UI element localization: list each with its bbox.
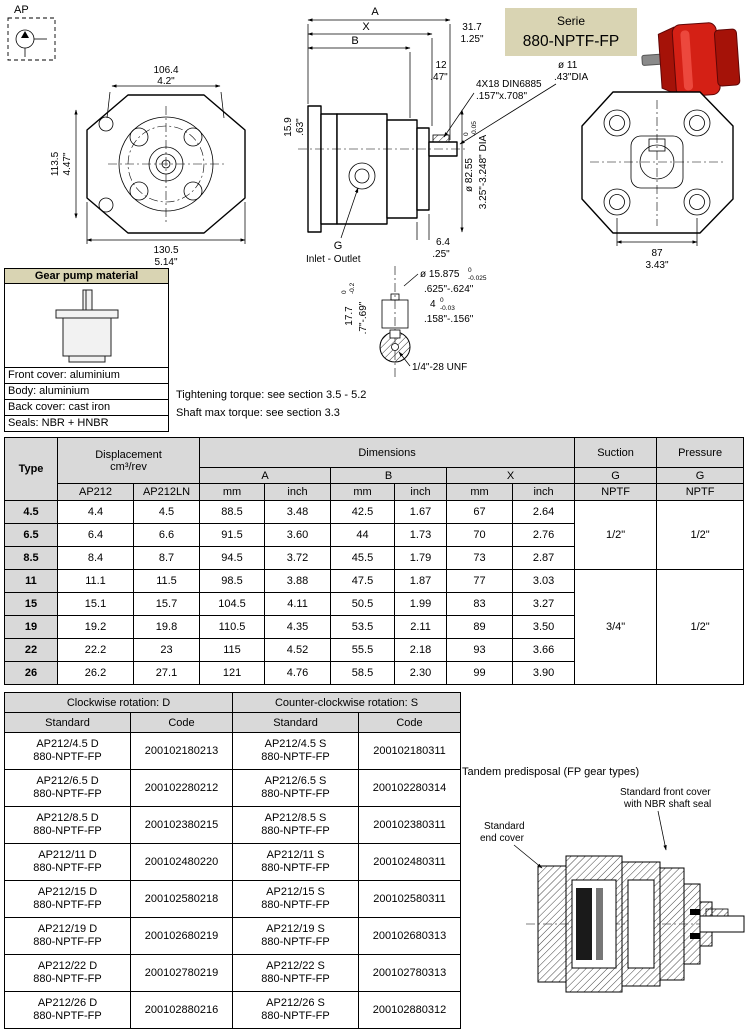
ccw-rotation-header: Counter-clockwise rotation: S bbox=[233, 693, 461, 713]
type-cell: 22 bbox=[5, 639, 58, 662]
model-line: AP212/4.5 D bbox=[36, 738, 99, 750]
series-line: 880-NPTF-FP bbox=[261, 973, 330, 985]
dim-cell: 19.8 bbox=[134, 616, 200, 639]
dim-cell: 3.60 bbox=[265, 524, 331, 547]
ccw-code-cell: 200102680313 bbox=[359, 918, 461, 955]
dim-cell: 73 bbox=[447, 547, 513, 570]
dim-cell: 27.1 bbox=[134, 662, 200, 685]
pilot-tol-hi: 0 bbox=[463, 132, 470, 136]
ccw-code-cell: 200102180311 bbox=[359, 733, 461, 770]
dim-cell: 1.73 bbox=[395, 524, 447, 547]
ccw-standard-cell bbox=[233, 733, 359, 770]
dim-cell: 89 bbox=[447, 616, 513, 639]
cw-standard-cell bbox=[5, 844, 131, 881]
dim-cell: 3.50 bbox=[513, 616, 575, 639]
product-photo bbox=[640, 21, 741, 100]
col-header-b: B bbox=[331, 468, 447, 484]
dim-cell: 91.5 bbox=[200, 524, 265, 547]
ccw-code-cell: 200102780313 bbox=[359, 955, 461, 992]
col-header-suction: Suction bbox=[575, 438, 657, 468]
ap-symbol-label: AP bbox=[14, 4, 29, 16]
dim-cell: 19.2 bbox=[58, 616, 134, 639]
model-line: AP212/19 D bbox=[37, 923, 98, 935]
cw-standard-cell bbox=[5, 807, 131, 844]
cw-code-cell: 200102680219 bbox=[131, 918, 233, 955]
pilot-tol-lo: -0.05 bbox=[471, 121, 478, 136]
table-row bbox=[5, 992, 461, 1029]
front-width-in: 4.2" bbox=[157, 76, 175, 87]
rear-width-mm: 87 bbox=[651, 248, 663, 259]
cw-code-cell: 200102580218 bbox=[131, 881, 233, 918]
shaft-detail-len-in: .7"-.69" bbox=[358, 301, 369, 335]
front-cover-label-line-2: with NBR shaft seal bbox=[624, 799, 712, 810]
series-line: 880-NPTF-FP bbox=[261, 862, 330, 874]
table-row bbox=[5, 807, 461, 844]
pressure-group-1: 1/2" bbox=[657, 501, 744, 570]
cw-code-cell: 200102780219 bbox=[131, 955, 233, 992]
dim-label-b: B bbox=[351, 35, 359, 47]
dim-cell: 83 bbox=[447, 593, 513, 616]
dim-cell: 77 bbox=[447, 570, 513, 593]
type-cell: 4.5 bbox=[5, 501, 58, 524]
table-row bbox=[5, 955, 461, 992]
col-header-x: X bbox=[447, 468, 575, 484]
dim-cell: 8.4 bbox=[58, 547, 134, 570]
key-spec-mm: 4X18 DIN6885 bbox=[476, 79, 542, 90]
table-row bbox=[5, 733, 461, 770]
rear-step-mm: 6.4 bbox=[436, 237, 450, 248]
dim-cell: 121 bbox=[200, 662, 265, 685]
dim-cell: 53.5 bbox=[331, 616, 395, 639]
front-cover-label-line-1: Standard front cover bbox=[620, 787, 711, 798]
port-offset-mm: 15.9 bbox=[283, 117, 294, 137]
model-line: AP212/11 D bbox=[38, 849, 97, 861]
header-row-3 bbox=[5, 484, 744, 501]
shaft-detail-key-in: .158"-.156" bbox=[424, 314, 474, 325]
displacement-line-2: cm³/rev bbox=[110, 460, 147, 473]
shaft-detail-key-mm: 4 bbox=[430, 299, 436, 310]
material-pump-sketch bbox=[6, 285, 167, 367]
end-cover-label-line-2: end cover bbox=[480, 833, 524, 844]
dim-cell: 1.79 bbox=[395, 547, 447, 570]
dim-cell: 3.03 bbox=[513, 570, 575, 593]
ccw-standard-cell bbox=[233, 881, 359, 918]
model-line: AP212/6.5 S bbox=[264, 775, 327, 787]
model-line: AP212/11 S bbox=[266, 849, 325, 861]
serie-value: 880-NPTF-FP bbox=[522, 33, 620, 50]
tandem-title: Tandem predisposal (FP gear types) bbox=[462, 766, 640, 778]
dim-cell: 4.4 bbox=[58, 501, 134, 524]
ccw-code-cell: 200102880312 bbox=[359, 992, 461, 1029]
front-height-in: 4.47" bbox=[62, 152, 73, 176]
dim-cell: 94.5 bbox=[200, 547, 265, 570]
front-width-mm: 106.4 bbox=[153, 65, 179, 76]
dim-cell: 47.5 bbox=[331, 570, 395, 593]
dim-cell: 6.6 bbox=[134, 524, 200, 547]
dim-cell: 11.5 bbox=[134, 570, 200, 593]
dim-label-a: A bbox=[371, 6, 379, 18]
shaft-detail-dia-in: .625"-.624" bbox=[424, 284, 474, 295]
series-line: 880-NPTF-FP bbox=[33, 825, 102, 837]
col-header-ap212: AP212 bbox=[58, 484, 134, 501]
col-header-a-mm: mm bbox=[200, 484, 265, 501]
material-row-back-cover: Back cover: cast iron bbox=[4, 400, 169, 416]
material-row-seals: Seals: NBR + HNBR bbox=[4, 416, 169, 432]
shaft-detail-key-tol-hi: 0 bbox=[440, 297, 444, 304]
series-line: 880-NPTF-FP bbox=[261, 751, 330, 763]
cw-code-header: Code bbox=[131, 713, 233, 733]
series-line: 880-NPTF-FP bbox=[33, 1010, 102, 1022]
cw-standard-cell bbox=[5, 955, 131, 992]
end-cover-label-line-1: Standard bbox=[484, 821, 525, 832]
dim-cell: 3.88 bbox=[265, 570, 331, 593]
ccw-code-cell: 200102580311 bbox=[359, 881, 461, 918]
material-panel-image bbox=[4, 284, 169, 368]
dim-cell: 98.5 bbox=[200, 570, 265, 593]
dim-cell: 6.4 bbox=[58, 524, 134, 547]
series-line: 880-NPTF-FP bbox=[261, 825, 330, 837]
dim-cell: 2.76 bbox=[513, 524, 575, 547]
shaft-detail-thread: 1/4"-28 UNF bbox=[412, 362, 468, 373]
key-length-mm: 12 bbox=[435, 60, 447, 71]
dim-cell: 55.5 bbox=[331, 639, 395, 662]
dim-cell: 3.27 bbox=[513, 593, 575, 616]
dim-cell: 67 bbox=[447, 501, 513, 524]
tandem-cross-section bbox=[526, 856, 745, 992]
cw-standard-header: Standard bbox=[5, 713, 131, 733]
series-line: 880-NPTF-FP bbox=[33, 973, 102, 985]
shaft-detail-len-tol-hi: 0 bbox=[341, 290, 348, 294]
ccw-standard-cell bbox=[233, 807, 359, 844]
col-header-displacement bbox=[58, 438, 200, 484]
order-codes-table bbox=[4, 692, 461, 1029]
dim-cell: 3.66 bbox=[513, 639, 575, 662]
dim-cell: 115 bbox=[200, 639, 265, 662]
dim-cell: 50.5 bbox=[331, 593, 395, 616]
port-letter: G bbox=[333, 240, 343, 252]
dim-cell: 2.64 bbox=[513, 501, 575, 524]
model-line: AP212/8.5 S bbox=[264, 812, 327, 824]
shaft-detail-len-tol-lo: -0.2 bbox=[349, 282, 356, 294]
shaft-dia-mm: ø 11 bbox=[558, 60, 578, 71]
ccw-code-header: Code bbox=[359, 713, 461, 733]
rear-view-drawing bbox=[582, 92, 733, 271]
type-cell: 26 bbox=[5, 662, 58, 685]
ap-schematic-symbol bbox=[8, 4, 55, 60]
ccw-standard-cell bbox=[233, 844, 359, 881]
type-cell: 15 bbox=[5, 593, 58, 616]
model-line: AP212/15 D bbox=[37, 886, 98, 898]
table-row bbox=[5, 501, 744, 524]
col-header-b-inch: inch bbox=[395, 484, 447, 501]
dim-cell: 93 bbox=[447, 639, 513, 662]
dim-cell: 44 bbox=[331, 524, 395, 547]
shaft-length-in: 1.25" bbox=[460, 34, 484, 45]
dim-cell: 104.5 bbox=[200, 593, 265, 616]
serie-banner bbox=[505, 8, 637, 56]
model-line: AP212/19 S bbox=[266, 923, 325, 935]
material-row-body: Body: aluminium bbox=[4, 384, 169, 400]
dim-cell: 2.11 bbox=[395, 616, 447, 639]
table-row bbox=[5, 844, 461, 881]
col-header-b-mm: mm bbox=[331, 484, 395, 501]
shaft-detail-key-tol-lo: -0.03 bbox=[440, 305, 455, 312]
cw-standard-cell bbox=[5, 918, 131, 955]
shaft-detail-dia-tol-hi: 0 bbox=[468, 267, 472, 274]
dim-cell: 3.48 bbox=[265, 501, 331, 524]
key-length-in: .47" bbox=[430, 72, 448, 83]
dim-cell: 4.5 bbox=[134, 501, 200, 524]
note-shaft-max-torque: Shaft max torque: see section 3.3 bbox=[176, 407, 340, 419]
dim-cell: 23 bbox=[134, 639, 200, 662]
dim-cell: 4.35 bbox=[265, 616, 331, 639]
ccw-code-cell: 200102380311 bbox=[359, 807, 461, 844]
pilot-dia-mm: ø 82.55 bbox=[464, 158, 475, 192]
table-row bbox=[5, 570, 744, 593]
dim-cell: 88.5 bbox=[200, 501, 265, 524]
col-header-type: Type bbox=[5, 438, 58, 501]
series-line: 880-NPTF-FP bbox=[261, 936, 330, 948]
dim-cell: 22.2 bbox=[58, 639, 134, 662]
displacement-line-1: Displacement bbox=[95, 448, 162, 461]
model-line: AP212/26 D bbox=[37, 997, 98, 1009]
dim-cell: 15.7 bbox=[134, 593, 200, 616]
rotation-header-row bbox=[5, 693, 461, 713]
rear-step-in: .25" bbox=[432, 249, 450, 260]
series-line: 880-NPTF-FP bbox=[33, 751, 102, 763]
dim-cell: 3.90 bbox=[513, 662, 575, 685]
dim-cell: 99 bbox=[447, 662, 513, 685]
series-line: 880-NPTF-FP bbox=[33, 788, 102, 800]
rear-width-in: 3.43" bbox=[645, 260, 669, 271]
model-line: AP212/4.5 S bbox=[264, 738, 327, 750]
dim-cell: 3.72 bbox=[265, 547, 331, 570]
dim-cell: 45.5 bbox=[331, 547, 395, 570]
dim-cell: 1.87 bbox=[395, 570, 447, 593]
shaft-dia-in: .43"DIA bbox=[554, 72, 589, 83]
dim-cell: 2.30 bbox=[395, 662, 447, 685]
ccw-code-cell: 200102480311 bbox=[359, 844, 461, 881]
pilot-dia-in: 3.25"-3.248" DIA bbox=[478, 134, 489, 210]
col-header-x-mm: mm bbox=[447, 484, 513, 501]
dim-cell: 4.52 bbox=[265, 639, 331, 662]
model-line: AP212/15 S bbox=[266, 886, 325, 898]
dim-cell: 110.5 bbox=[200, 616, 265, 639]
shaft-length-mm: 31.7 bbox=[462, 22, 482, 33]
port-caption: Inlet - Outlet bbox=[306, 254, 361, 265]
dim-cell: 4.76 bbox=[265, 662, 331, 685]
col-header-a-inch: inch bbox=[265, 484, 331, 501]
ccw-standard-cell bbox=[233, 918, 359, 955]
col-header-a: A bbox=[200, 468, 331, 484]
col-header-ap212ln: AP212LN bbox=[134, 484, 200, 501]
front-span-mm: 130.5 bbox=[153, 245, 179, 256]
material-row-front-cover: Front cover: aluminium bbox=[4, 368, 169, 384]
front-height-mm: 113.5 bbox=[50, 151, 61, 177]
dim-cell: 11.1 bbox=[58, 570, 134, 593]
front-span-in: 5.14" bbox=[154, 257, 178, 268]
pressure-group-2: 1/2" bbox=[657, 570, 744, 685]
dimensions-table bbox=[4, 437, 744, 685]
cw-standard-cell bbox=[5, 770, 131, 807]
shaft-detail-len-mm: 17.7 bbox=[344, 306, 355, 326]
shaft-end-detail-drawing bbox=[341, 266, 487, 378]
dim-cell: 2.87 bbox=[513, 547, 575, 570]
dim-cell: 58.5 bbox=[331, 662, 395, 685]
ccw-standard-cell bbox=[233, 770, 359, 807]
col-header-x-inch: inch bbox=[513, 484, 575, 501]
cw-standard-cell bbox=[5, 733, 131, 770]
front-view-drawing bbox=[50, 65, 245, 268]
ccw-standard-cell bbox=[233, 955, 359, 992]
series-line: 880-NPTF-FP bbox=[261, 1010, 330, 1022]
dim-cell: 15.1 bbox=[58, 593, 134, 616]
ccw-standard-cell bbox=[233, 992, 359, 1029]
tandem-drawing-area bbox=[460, 762, 747, 1030]
series-line: 880-NPTF-FP bbox=[33, 862, 102, 874]
standard-code-header-row bbox=[5, 713, 461, 733]
model-line: AP212/22 D bbox=[37, 960, 98, 972]
series-line: 880-NPTF-FP bbox=[33, 936, 102, 948]
cw-standard-cell bbox=[5, 992, 131, 1029]
suction-group-2: 3/4" bbox=[575, 570, 657, 685]
ccw-standard-header: Standard bbox=[233, 713, 359, 733]
dim-cell: 26.2 bbox=[58, 662, 134, 685]
cw-code-cell: 200102380215 bbox=[131, 807, 233, 844]
col-header-pressure: Pressure bbox=[657, 438, 744, 468]
series-line: 880-NPTF-FP bbox=[33, 899, 102, 911]
pressure-nptf: NPTF bbox=[657, 484, 744, 501]
pressure-g: G bbox=[657, 468, 744, 484]
ccw-code-cell: 200102280314 bbox=[359, 770, 461, 807]
key-spec-in: .157"x.708" bbox=[476, 91, 528, 102]
type-cell: 19 bbox=[5, 616, 58, 639]
serie-label: Serie bbox=[556, 14, 586, 28]
header-row-1 bbox=[5, 438, 744, 468]
table-row bbox=[5, 918, 461, 955]
material-panel-title: Gear pump material bbox=[4, 268, 169, 284]
suction-nptf: NPTF bbox=[575, 484, 657, 501]
dim-label-x: X bbox=[362, 21, 370, 33]
dim-cell: 8.7 bbox=[134, 547, 200, 570]
cw-rotation-header: Clockwise rotation: D bbox=[5, 693, 233, 713]
cw-code-cell: 200102480220 bbox=[131, 844, 233, 881]
cw-standard-cell bbox=[5, 881, 131, 918]
suction-g: G bbox=[575, 468, 657, 484]
model-line: AP212/26 S bbox=[266, 997, 325, 1009]
dim-cell: 2.18 bbox=[395, 639, 447, 662]
type-cell: 11 bbox=[5, 570, 58, 593]
series-line: 880-NPTF-FP bbox=[261, 899, 330, 911]
dim-cell: 1.99 bbox=[395, 593, 447, 616]
dim-cell: 70 bbox=[447, 524, 513, 547]
torque-notes bbox=[176, 386, 366, 422]
series-line: 880-NPTF-FP bbox=[261, 788, 330, 800]
shaft-detail-dia-mm: ø 15.875 bbox=[420, 269, 460, 280]
cw-code-cell: 200102180213 bbox=[131, 733, 233, 770]
col-header-dimensions: Dimensions bbox=[200, 438, 575, 468]
model-line: AP212/22 S bbox=[266, 960, 325, 972]
dim-cell: 1.67 bbox=[395, 501, 447, 524]
table-row bbox=[5, 881, 461, 918]
type-cell: 8.5 bbox=[5, 547, 58, 570]
shaft-detail-dia-tol-lo: -0.025 bbox=[468, 275, 487, 282]
dim-cell: 42.5 bbox=[331, 501, 395, 524]
dim-cell: 4.11 bbox=[265, 593, 331, 616]
table-row bbox=[5, 770, 461, 807]
material-panel bbox=[4, 268, 169, 432]
type-cell: 6.5 bbox=[5, 524, 58, 547]
model-line: AP212/8.5 D bbox=[36, 812, 99, 824]
cw-code-cell: 200102880216 bbox=[131, 992, 233, 1029]
port-offset-in: .63" bbox=[295, 118, 306, 136]
suction-group-1: 1/2" bbox=[575, 501, 657, 570]
note-tightening-torque: Tightening torque: see section 3.5 - 5.2 bbox=[176, 389, 367, 401]
cw-code-cell: 200102280212 bbox=[131, 770, 233, 807]
model-line: AP212/6.5 D bbox=[36, 775, 99, 787]
